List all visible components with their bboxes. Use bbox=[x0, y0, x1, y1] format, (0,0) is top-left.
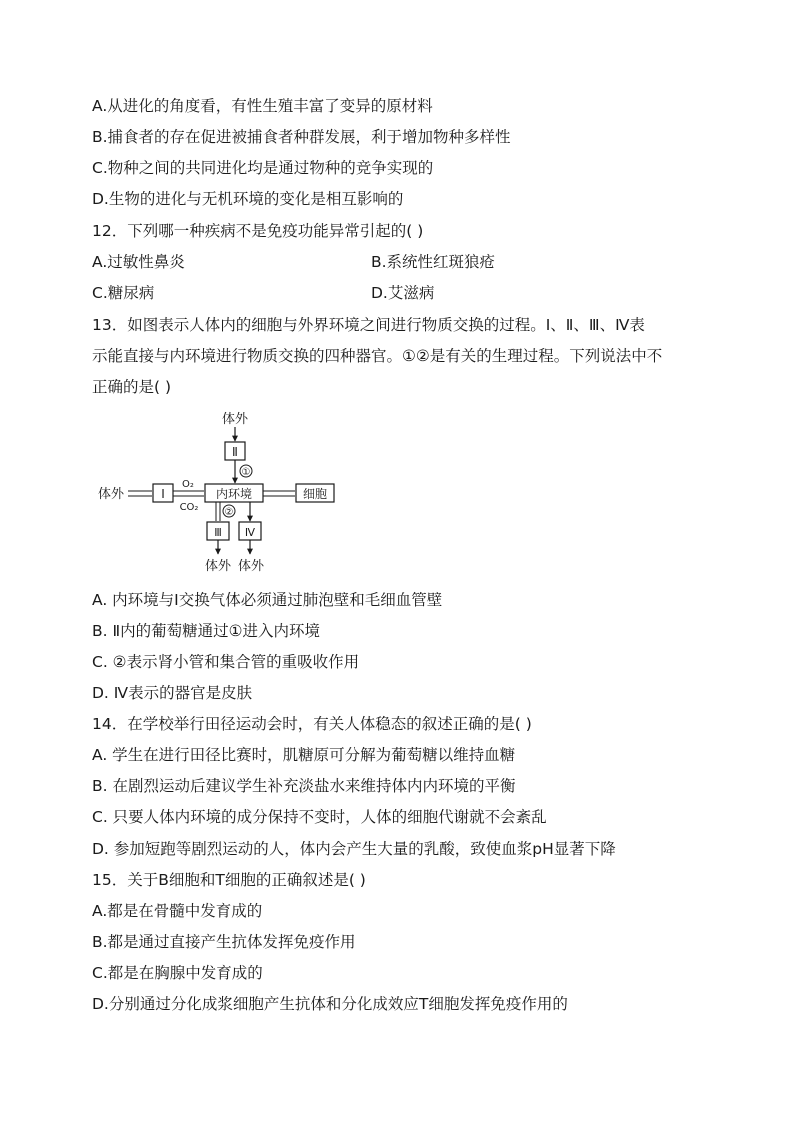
q13-stem-line1: 13．如图表示人体内的细胞与外界环境之间进行物质交换的过程。Ⅰ、Ⅱ、Ⅲ、Ⅳ表 bbox=[92, 316, 645, 334]
q12-option-d: D.艾滋病 bbox=[371, 284, 435, 302]
label-outside-bottom-left: 体外 bbox=[204, 559, 232, 574]
label-outside-left: 体外 bbox=[98, 487, 125, 502]
q14-stem: 14．在学校举行田径运动会时，有关人体稳态的叙述正确的是( ) bbox=[92, 715, 532, 733]
q11-option-d: D.生物的进化与无机环境的变化是相互影响的 bbox=[92, 190, 404, 208]
q13-option-a: A. 内环境与Ⅰ交换气体必须通过肺泡壁和毛细血管壁 bbox=[92, 591, 443, 609]
label-co2: CO₂ bbox=[179, 502, 199, 513]
q15-option-b: B.都是通过直接产生抗体发挥免疫作用 bbox=[92, 933, 356, 951]
q12-option-b: B.系统性红斑狼疮 bbox=[371, 253, 496, 271]
q13-option-b: B. Ⅱ内的葡萄糖通过①进入内环境 bbox=[92, 622, 321, 640]
q11-option-a: A.从进化的角度看，有性生殖丰富了变异的原材料 bbox=[92, 97, 433, 115]
q15-option-a: A.都是在骨髓中发育成的 bbox=[92, 902, 263, 920]
q13-option-c: C. ②表示肾小管和集合管的重吸收作用 bbox=[92, 653, 360, 671]
organ-4-label: Ⅳ bbox=[244, 526, 256, 539]
label-outside-bottom-right: 体外 bbox=[237, 559, 265, 574]
organ-1-label: Ⅰ bbox=[161, 487, 165, 501]
cell-label: 细胞 bbox=[302, 487, 328, 501]
q15-stem: 15．关于B细胞和T细胞的正确叙述是( ) bbox=[92, 871, 366, 889]
q15-option-c: C.都是在胸腺中发育成的 bbox=[92, 964, 263, 982]
label-outside-top: 体外 bbox=[221, 412, 249, 427]
q12-option-c: C.糖尿病 bbox=[92, 284, 155, 302]
q13-stem-line3: 正确的是( ) bbox=[92, 378, 172, 396]
q14-option-b: B. 在剧烈运动后建议学生补充淡盐水来维持体内内环境的平衡 bbox=[92, 777, 516, 795]
process-1-label: ① bbox=[241, 467, 251, 478]
organ-3-label: Ⅲ bbox=[214, 526, 222, 539]
q15-option-d: D.分别通过分化成浆细胞产生抗体和分化成效应T细胞发挥免疫作用的 bbox=[92, 995, 568, 1013]
q11-option-c: C.物种之间的共同进化均是通过物种的竞争实现的 bbox=[92, 159, 434, 177]
q11-option-b: B.捕食者的存在促进被捕食者种群发展，利于增加物种多样性 bbox=[92, 128, 511, 146]
organ-2-label: Ⅱ bbox=[232, 445, 238, 459]
q14-option-a: A. 学生在进行田径比赛时，肌糖原可分解为葡萄糖以维持血糖 bbox=[92, 746, 516, 764]
q13-stem-line2: 示能直接与内环境进行物质交换的四种器官。①②是有关的生理过程。下列说法中不 bbox=[92, 347, 663, 365]
q12-stem: 12．下列哪一种疾病不是免疫功能异常引起的( ) bbox=[92, 222, 424, 240]
q14-option-c: C. 只要人体内环境的成分保持不变时，人体的细胞代谢就不会紊乱 bbox=[92, 808, 547, 826]
q13-option-d: D. Ⅳ表示的器官是皮肤 bbox=[92, 684, 253, 702]
q12-option-a: A.过敏性鼻炎 bbox=[92, 253, 185, 271]
q14-option-d: D. 参加短跑等剧烈运动的人，体内会产生大量的乳酸，致使血浆pH显著下降 bbox=[92, 840, 616, 858]
label-o2: O₂ bbox=[182, 479, 194, 490]
process-2-label: ② bbox=[224, 507, 234, 518]
internal-environment-label: 内环境 bbox=[215, 487, 253, 501]
exchange-diagram bbox=[96, 410, 356, 580]
